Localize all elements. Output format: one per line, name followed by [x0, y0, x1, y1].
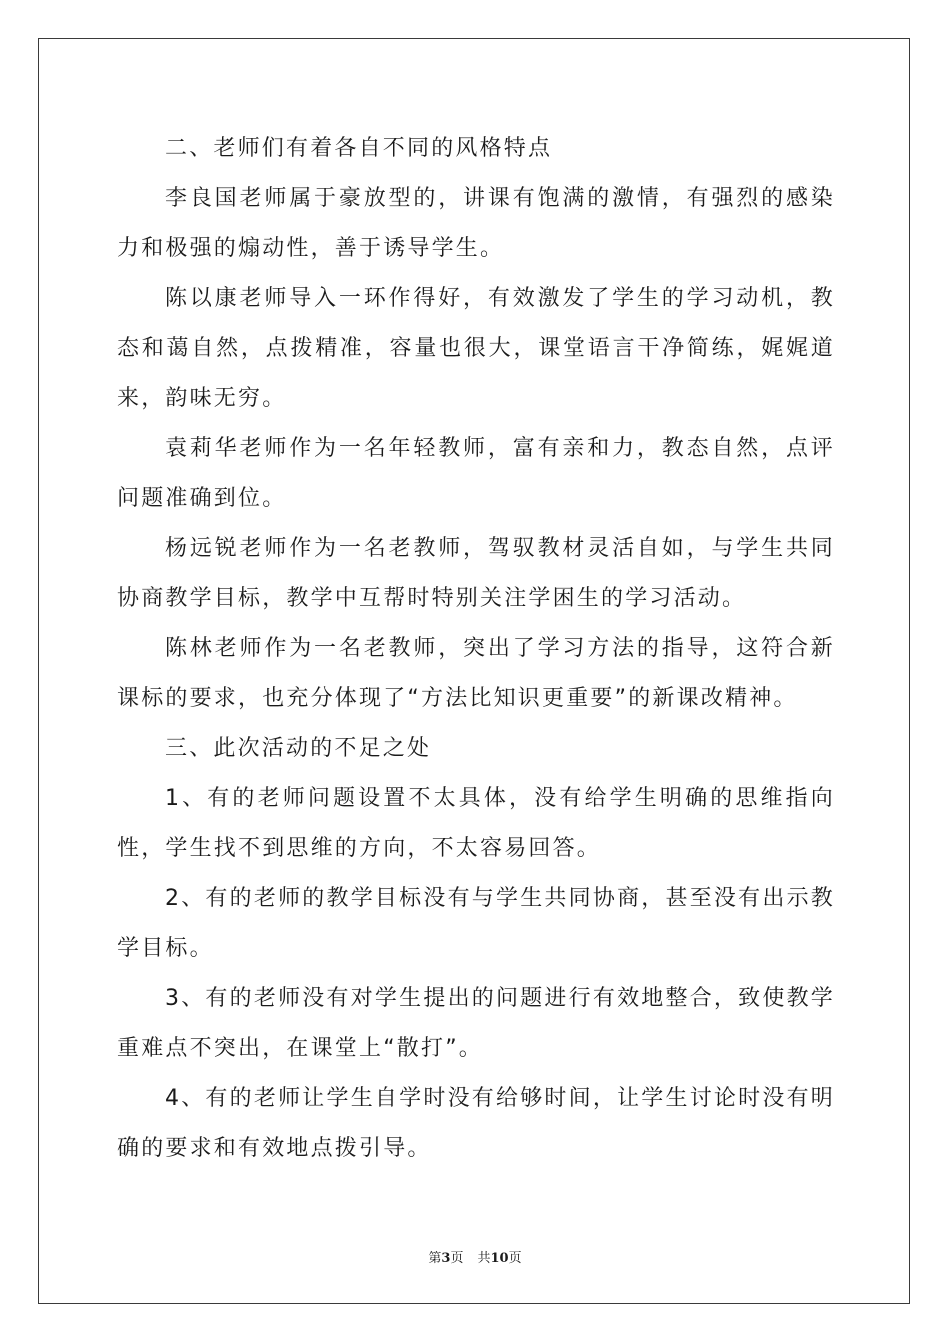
- document-body: [117, 124, 835, 1174]
- paragraph-chen-lin: 陈林老师作为一名老教师，突出了学习方法的指导，这符合新课标的要求，也充分体现了“方法比知识更重要”的新课改精神。: [117, 636, 835, 711]
- page-total: 10: [490, 1251, 509, 1266]
- paragraph-yuan-lihua: 袁莉华老师作为一名年轻教师，富有亲和力，教态自然，点评问题准确到位。: [117, 436, 835, 511]
- total-suffix: 页: [508, 1251, 522, 1266]
- section-heading-shortcomings: 三、此次活动的不足之处: [165, 736, 432, 761]
- page-suffix: 页: [450, 1251, 464, 1266]
- paragraph-yang-yuanrui: 杨远锐老师作为一名老教师，驾驭教材灵活自如，与学生共同协商教学目标，教学中互帮时特别关注学困生的学习活动。: [117, 536, 835, 611]
- section-heading-styles: 二、老师们有着各自不同的风格特点: [165, 136, 553, 161]
- list-item-4: 4、有的老师让学生自学时没有给够时间，让学生讨论时没有明确的要求和有效地点拨引导。: [117, 1086, 835, 1161]
- list-item-1: 1、有的老师问题设置不太具体，没有给学生明确的思维指向性，学生找不到思维的方向，不太容易回答。: [117, 786, 835, 861]
- paragraph-chen-yikang: 陈以康老师导入一环作得好，有效激发了学生的学习动机，教态和蔼自然，点拨精准，容量也很大，课堂语言干净简练，娓娓道来，韵味无穷。: [117, 286, 835, 411]
- page-prefix: 第: [428, 1251, 442, 1266]
- page-footer: [0, 1247, 950, 1266]
- paragraph-li-liangguo: 李良国老师属于豪放型的，讲课有饱满的激情，有强烈的感染力和极强的煽动性，善于诱导学生。: [117, 186, 835, 261]
- list-item-2: 2、有的老师的教学目标没有与学生共同协商，甚至没有出示教学目标。: [117, 886, 835, 961]
- total-prefix: 共: [477, 1251, 491, 1266]
- page-current: 3: [441, 1251, 451, 1266]
- list-item-3: 3、有的老师没有对学生提出的问题进行有效地整合，致使教学重难点不突出，在课堂上“散打”。: [117, 986, 835, 1061]
